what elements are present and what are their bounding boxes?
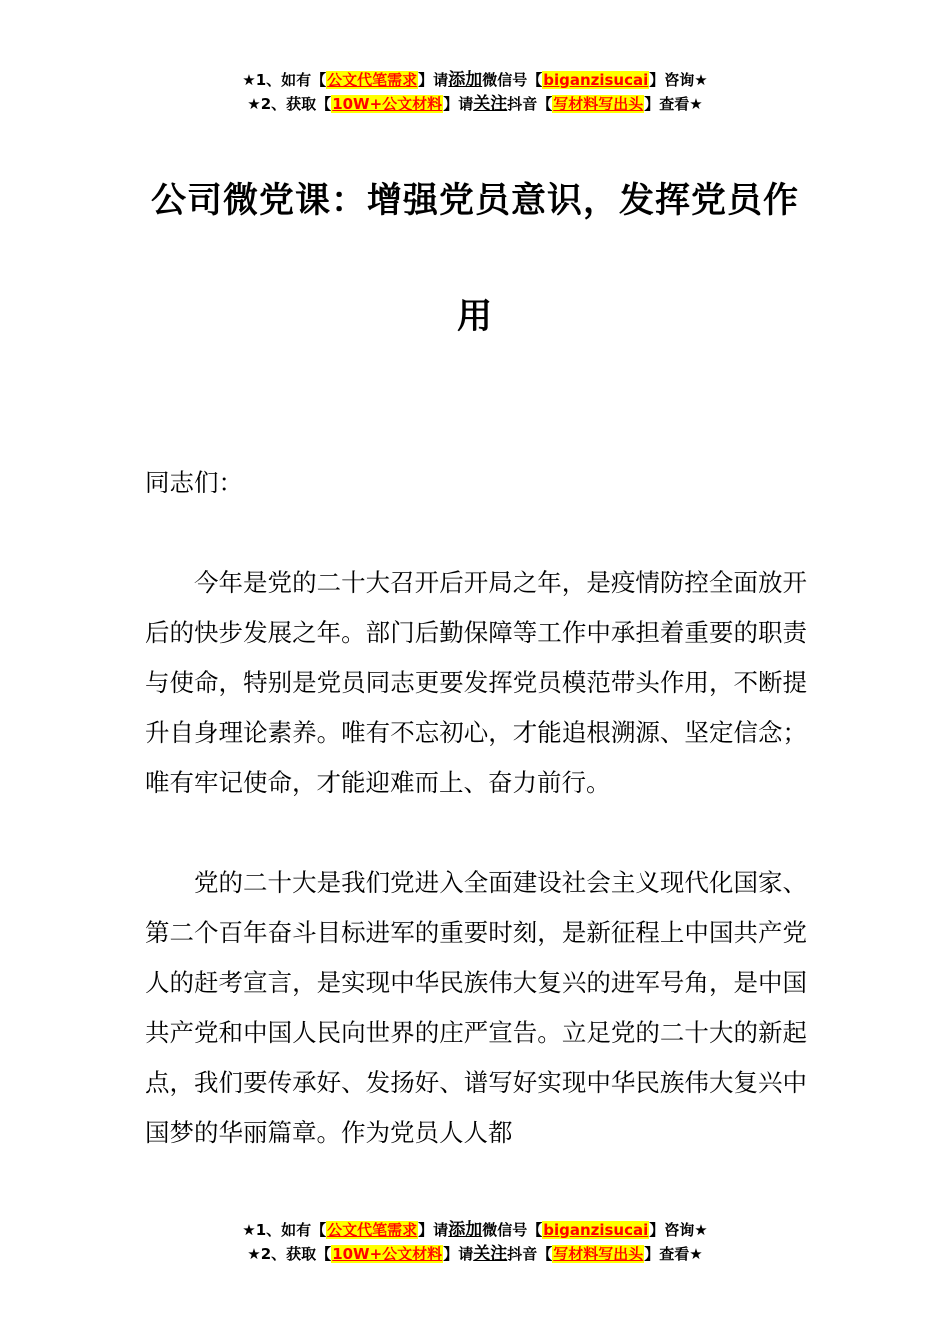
banner-line-1	[0, 1218, 950, 1242]
banner-emphasis: 添加	[448, 1220, 483, 1240]
banner-line-1	[0, 68, 950, 92]
banner-text: ★1、如有【	[242, 71, 327, 89]
banner-line-2	[0, 1242, 950, 1266]
highlight-douyin-account: 写材料写出头	[553, 1245, 644, 1263]
highlight-douyin-account: 写材料写出头	[553, 95, 644, 113]
banner-text: ★2、获取【	[247, 1245, 332, 1263]
header-banner	[0, 68, 950, 116]
banner-emphasis: 添加	[448, 70, 483, 90]
highlight-writing-service: 公文代笔需求	[327, 71, 418, 89]
banner-text: 抖音【	[507, 95, 553, 113]
highlight-writing-service: 公文代笔需求	[327, 1221, 418, 1239]
banner-text: ★2、获取【	[247, 95, 332, 113]
banner-emphasis: 关注	[473, 1244, 508, 1264]
highlight-materials: 10W+公文材料	[332, 95, 443, 113]
banner-line-2	[0, 92, 950, 116]
paragraph-spacer	[145, 508, 807, 558]
highlight-wechat-id: biganzisucai	[543, 1221, 649, 1239]
banner-text: 】查看★	[644, 1245, 703, 1263]
banner-text: 】请	[443, 95, 474, 113]
banner-text: 微信号【	[482, 71, 543, 89]
banner-emphasis: 关注	[473, 94, 508, 114]
salutation: 同志们：	[145, 468, 243, 497]
document-body	[145, 458, 807, 1158]
banner-text: 抖音【	[507, 1245, 553, 1263]
banner-text: 】咨询★	[649, 1221, 708, 1239]
footer-banner	[0, 1218, 950, 1266]
banner-text: 】请	[418, 1221, 449, 1239]
banner-text: 】请	[418, 71, 449, 89]
document-title: 公司微党课：增强党员意识，发挥党员作用	[150, 181, 799, 337]
body-paragraph-2: 党的二十大是我们党进入全面建设社会主义现代化国家、第二个百年奋斗目标进军的重要时刻，是新征程上中国共产党人的赶考宣言，是实现中华民族伟大复兴的进军号角，是中国共产党和中国人民向世界的庄严宣告。立足党的二十大的新起点，我们要传承好、发扬好、谱写好实现中华民族伟大复兴中国梦的华丽篇章。作为党员人人都	[145, 868, 807, 1147]
highlight-materials: 10W+公文材料	[332, 1245, 443, 1263]
paragraph-spacer	[145, 808, 807, 858]
banner-text: ★1、如有【	[242, 1221, 327, 1239]
banner-text: 】请	[443, 1245, 474, 1263]
banner-text: 】查看★	[644, 95, 703, 113]
banner-text: 】咨询★	[649, 71, 708, 89]
highlight-wechat-id: biganzisucai	[543, 71, 649, 89]
banner-text: 微信号【	[482, 1221, 543, 1239]
body-paragraph-1: 今年是党的二十大召开后开局之年，是疫情防控全面放开后的快步发展之年。部门后勤保障等工作中承担着重要的职责与使命，特别是党员同志更要发挥党员模范带头作用，不断提升自身理论素养。唯有不忘初心，才能追根溯源、坚定信念；唯有牢记使命，才能迎难而上、奋力前行。	[145, 568, 807, 797]
